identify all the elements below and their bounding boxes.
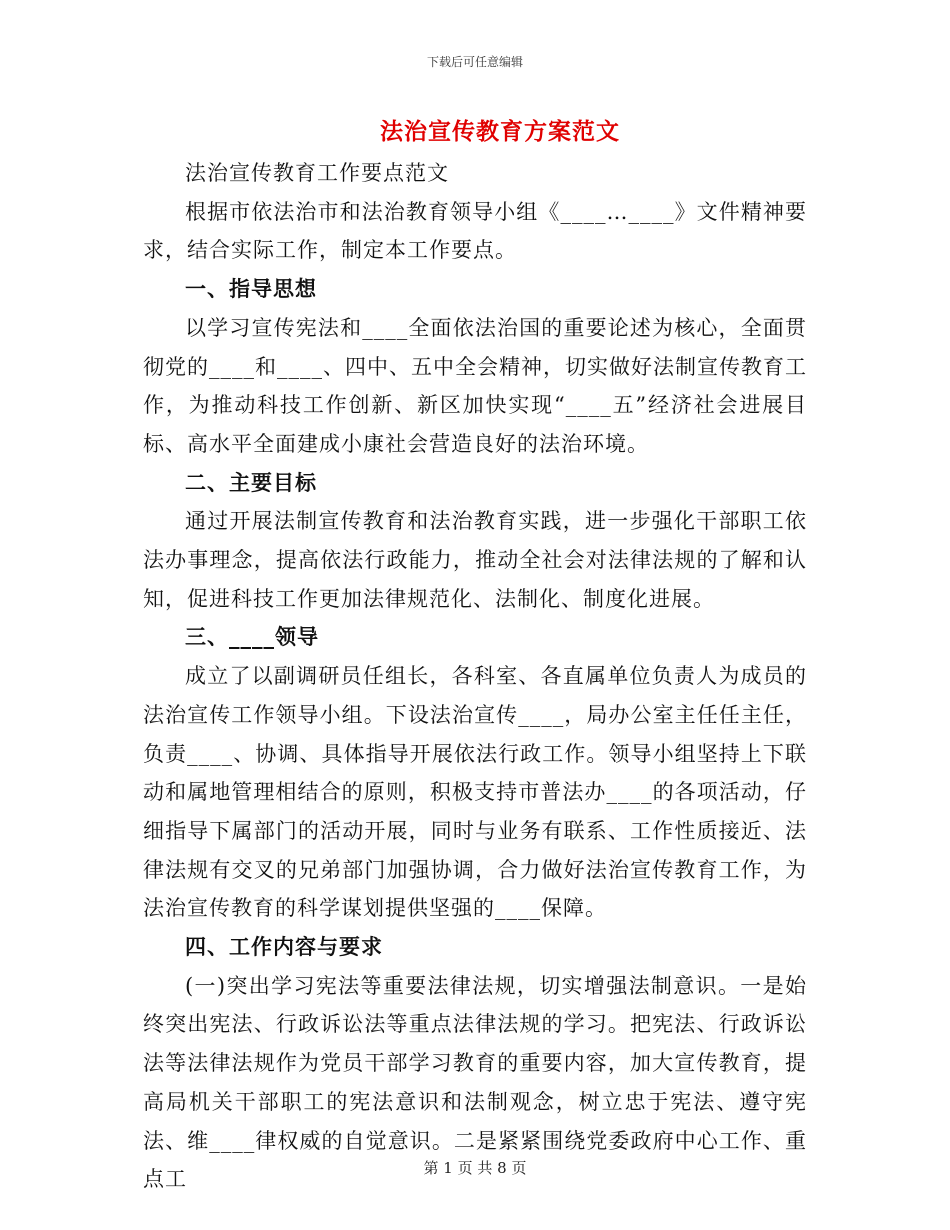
body-paragraph: 通过开展法制宣传教育和法治教育实践，进一步强化干部职工依法办事理念，提高依法行政能力，推动全社会对法律法规的了解和认知，促进科技工作更加法律规范化、法制化、制度化进展。 (143, 509, 807, 611)
page-number: 第 1 页 共 8 页 (423, 1159, 527, 1177)
section-heading: 四、工作内容与要求 (185, 934, 383, 960)
section-heading: 一、指导思想 (185, 276, 317, 302)
document-title: 法治宣传教育方案范文 (380, 118, 620, 145)
header-note: 下载后可任意编辑 (426, 55, 523, 69)
section-heading: 二、主要目标 (185, 469, 317, 495)
body-paragraph: 以学习宣传宪法和____全面依法治国的重要论述为核心，全面贯彻党的____和____、四中、五中全会精神，切实做好法制宣传教育工作，为推动科技工作创新、新区加快实现“____五”经济社会进展目标、高水平全面建成小康社会营造良好的法治环境。 (143, 315, 807, 456)
subtitle-paragraph: 法治宣传教育工作要点范文 (185, 161, 449, 185)
body-paragraph: (一)突出学习宪法等重要法律法规，切实增强法制意识。一是始终突出宪法、行政诉讼法等重点法律法规的学习。把宪法、行政诉讼法等法律法规作为党员干部学习教育的重要内容，加大宣传教育，提高局机关干部职工的宪法意识和法制观念，树立忠于宪法、遵守宪法、维____律权威的自觉意识。二是紧紧围绕党委政府中心工作、重点工 (143, 973, 807, 1192)
body-paragraph: 根据市依法治市和法治教育领导小组《____…____》文件精神要求，结合实际工作，制定本工作要点。 (143, 199, 807, 263)
section-heading: 三、____领导 (185, 624, 319, 650)
body-paragraph: 成立了以副调研员任组长，各科室、各直属单位负责人为成员的法治宣传工作领导小组。下设法治宣传____，局办公室主任任主任，负责____、协调、具体指导开展依法行政工作。领导小组坚持上下联动和属地管理相结合的原则，积极支持市普法办____的各项活动，仔细指导下属部门的活动开展，同时与业务有联系、工作性质接近、法律法规有交叉的兄弟部门加强协调，合力做好法治宣传教育工作，为法治宣传教育的科学谋划提供坚强的____保障。 (143, 664, 807, 921)
document-body (143, 150, 807, 1199)
